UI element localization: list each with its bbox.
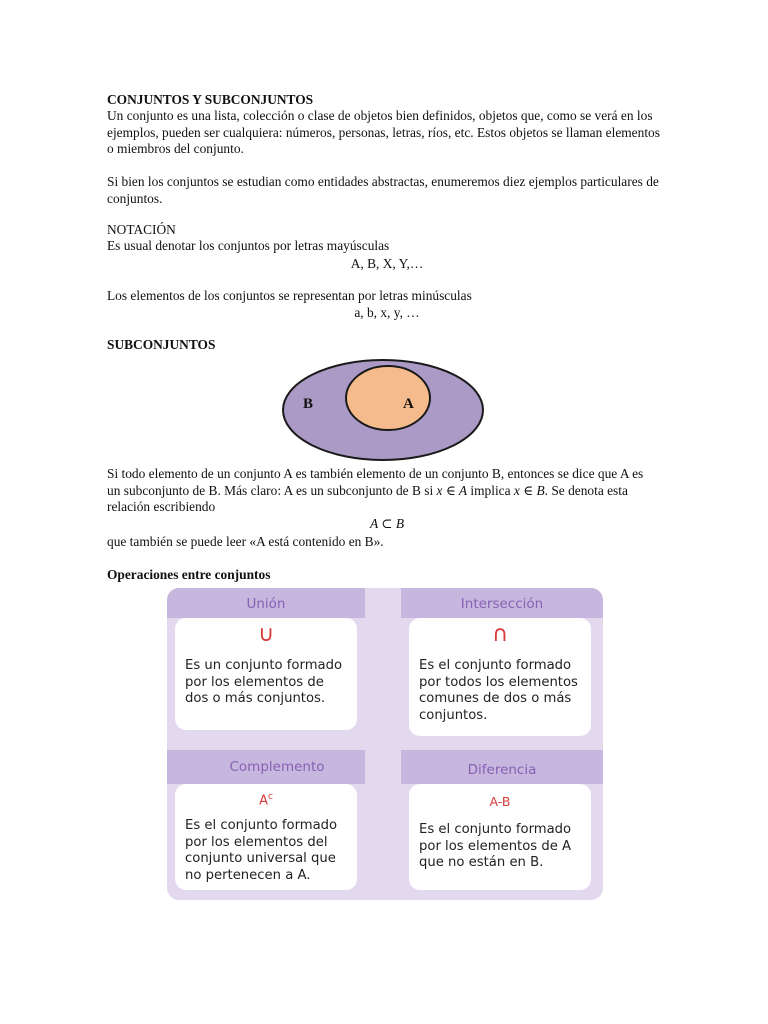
definition-line-1: Si todo elemento de un conjunto A es también elemento de un conjunto B, entonces se dice que A es — [107, 466, 644, 481]
intersection-card — [409, 618, 591, 736]
difference-heading: Diferencia — [467, 762, 537, 778]
union-heading: Unión — [246, 596, 286, 612]
notation-elements-text: Los elementos de los conjuntos se representan por letras minúsculas — [107, 288, 472, 303]
examples-paragraph: Si bien los conjuntos se estudian como entidades abstractas, enumeremos diez ejemplos particulares de conjuntos. — [107, 174, 659, 206]
column-separator — [365, 588, 401, 900]
subsets-heading: SUBCONJUNTOS — [107, 337, 216, 352]
union-description: Es un conjunto formado por los elementos de dos o más conjuntos. — [185, 658, 343, 707]
union-symbol-icon: ∪ — [257, 622, 275, 647]
subset-relation: A ⊂ B — [369, 516, 405, 531]
complement-symbol-superscript: c — [267, 792, 273, 802]
definition-line-3: relación escribiendo — [107, 499, 216, 514]
intersection-description: Es el conjunto formado por todos los elementos comunes de dos o más conjuntos. — [419, 658, 578, 723]
definition-math-1: x ∈ A — [436, 482, 468, 498]
definition-text-b: implica — [467, 482, 514, 498]
operations-table — [167, 588, 603, 900]
set-a-label: A — [403, 396, 414, 412]
union-card — [175, 618, 357, 730]
subset-definition — [107, 466, 667, 516]
complement-card — [175, 784, 357, 890]
set-b-label: B — [303, 396, 314, 412]
complement-heading: Complemento — [229, 759, 325, 775]
difference-description: Es el conjunto formado por los elementos de A que no están en B. — [419, 822, 572, 871]
complement-symbol-base: A — [259, 793, 268, 809]
intro-paragraph: Un conjunto es una lista, colección o clase de objetos bien definidos, objetos que, como se verá en los ejemplos, pueden ser cualquiera: números, personas, letras, ríos, etc. Estos objetos se llaman elementos o miembros del conjunto. — [107, 108, 660, 156]
intersection-heading: Intersección — [460, 596, 544, 612]
complement-symbol-icon — [175, 792, 357, 808]
definition-line-2 — [107, 483, 667, 500]
definition-text-a: un subconjunto de B. Más claro: A es un subconjunto de B si — [107, 482, 437, 498]
notation-heading: NOTACIÓN — [107, 222, 176, 237]
notation-elements-example: a, b, x, y, … — [354, 305, 420, 320]
definition-text-c: . Se denota esta — [544, 482, 628, 498]
complement-description: Es el conjunto formado por los elementos del conjunto universal que no pertenecen a A. — [185, 818, 338, 883]
intersection-symbol-icon: ∩ — [491, 622, 509, 647]
subset-venn-diagram — [281, 358, 485, 462]
document-title: CONJUNTOS Y SUBCONJUNTOS — [107, 92, 314, 107]
notation-sets-example: A, B, X, Y,… — [350, 256, 424, 271]
definition-math-2: x ∈ B — [513, 482, 545, 498]
difference-card — [409, 784, 591, 890]
difference-symbol-icon: A-B — [489, 794, 511, 809]
notation-sets-text: Es usual denotar los conjuntos por letras mayúsculas — [107, 238, 390, 253]
operations-heading: Operaciones entre conjuntos — [107, 567, 271, 582]
subset-reading: que también se puede leer «A está contenido en B». — [107, 534, 384, 549]
inner-set-a — [346, 366, 430, 430]
